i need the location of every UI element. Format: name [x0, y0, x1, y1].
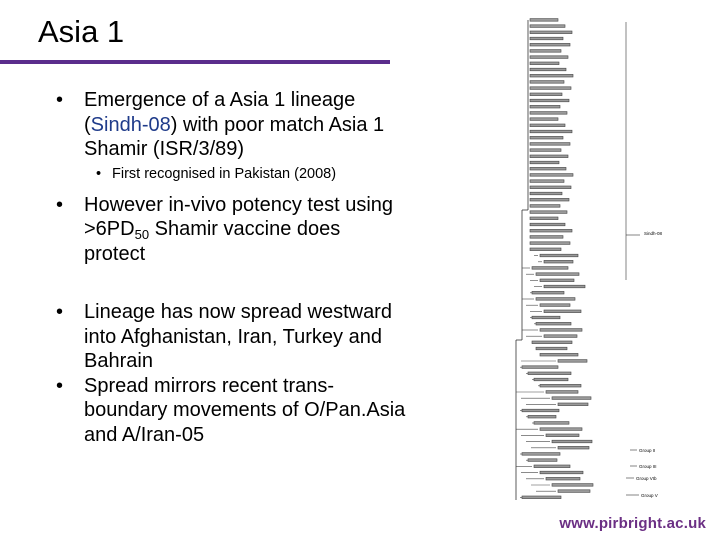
tree-leaf-label — [530, 118, 558, 121]
title-underline — [0, 60, 390, 64]
bullet-list — [56, 88, 476, 447]
tree-leaf-label — [544, 260, 573, 263]
bullet-1-line-1: Emergence of a Asia 1 lineage — [84, 89, 356, 111]
tree-leaf-label — [530, 143, 570, 146]
tree-leaf-label — [530, 74, 573, 77]
tree-leaf-label — [530, 155, 568, 158]
slide-title: Asia 1 — [38, 14, 125, 49]
tree-leaf-label — [544, 285, 585, 288]
tree-leaf-label — [530, 37, 563, 40]
tree-leaf-label — [544, 335, 577, 338]
tree-leaf-label — [530, 56, 568, 59]
bullet-3-line-3: Bahrain — [84, 350, 153, 372]
pd50-subscript: 50 — [134, 227, 150, 242]
tree-leaf-label — [530, 217, 558, 220]
bullet-3 — [56, 300, 476, 374]
tree-leaf-label — [522, 496, 561, 499]
bullet-dot: • — [96, 165, 102, 182]
tree-leaf-label — [530, 68, 566, 71]
tree-leaf-label — [530, 242, 570, 245]
tree-leaf-label — [546, 391, 578, 394]
tree-leaf-label — [540, 471, 583, 474]
bullet-dot: • — [56, 193, 64, 216]
tree-leaf-label — [530, 19, 558, 22]
tree-leaf-label — [528, 415, 556, 418]
tree-leaf-label — [530, 136, 563, 139]
bullet-2-line-3: protect — [84, 242, 146, 265]
tree-leaf-label — [530, 186, 571, 189]
tree-leaf-label — [546, 434, 579, 437]
tree-leaf-label — [530, 223, 565, 226]
tree-leaf-label — [530, 87, 571, 90]
tree-leaf-label — [530, 174, 573, 177]
phylogenetic-tree — [508, 10, 680, 520]
tree-leaf-label — [530, 25, 565, 28]
tree-leaf-label — [530, 130, 572, 133]
tree-leaf-label — [530, 124, 565, 127]
tree-leaf-label — [552, 440, 592, 443]
tree-leaf-label — [544, 310, 581, 313]
bullet-3-line-2: into Afghanistan, Iran, Turkey and — [84, 325, 382, 348]
tree-leaf-label — [530, 50, 561, 53]
tree-leaf-label — [530, 236, 563, 239]
website-footer: www.pirbright.ac.uk — [559, 515, 706, 532]
bullet-dot: • — [56, 301, 64, 323]
tree-leaf-label — [530, 93, 562, 96]
bullet-4 — [56, 374, 476, 448]
sub-bullet-1 — [56, 165, 476, 183]
tree-leaf-label — [530, 229, 572, 232]
group-label-ii: Group II — [639, 448, 656, 453]
tree-leaf-label — [552, 397, 591, 400]
tree-leaf-label — [558, 360, 587, 363]
tree-leaf-label — [530, 167, 566, 170]
group-label-v: Group V — [641, 493, 658, 498]
tree-leaf-label — [540, 329, 582, 332]
tree-leaf-label — [534, 422, 569, 425]
tree-leaf-label — [536, 298, 575, 301]
bullet-3-line-1: Lineage has now spread westward — [84, 301, 392, 323]
tree-leaf-label — [530, 62, 559, 65]
tree-leaf-label — [532, 291, 564, 294]
tree-leaf-label — [536, 322, 571, 325]
bullet-1-line-2: ) with poor match Asia 1 — [170, 113, 385, 136]
tree-leaf-label — [558, 446, 589, 449]
tree-leaf-label — [558, 490, 590, 493]
tree-leaf-label — [540, 254, 578, 257]
tree-leaf-label — [530, 248, 561, 251]
tree-leaf-label — [530, 81, 564, 84]
tree-leaf-label — [528, 372, 571, 375]
tree-leaf-label — [530, 99, 569, 102]
tree-leaf-label — [540, 279, 574, 282]
tree-leaf-label — [532, 316, 560, 319]
tree-leaf-label — [530, 205, 560, 208]
tree-leaf-label — [522, 409, 559, 412]
tree-leaf-label — [530, 198, 569, 201]
tree-leaf-label — [530, 43, 570, 46]
tree-leaf-label — [534, 378, 568, 381]
bullet-4-line-2: boundary movements of O/Pan.Asia — [84, 399, 406, 421]
bullet-1 — [56, 88, 476, 162]
tree-leaf-label — [530, 161, 559, 164]
tree-leaf-label — [532, 341, 572, 344]
sindh-08-highlight: Sindh-08 — [90, 113, 171, 136]
tree-leaf-label — [540, 304, 570, 307]
tree-leaf-label — [522, 366, 558, 369]
tree-leaf-label — [540, 428, 582, 431]
sub-bullet-1-text: First recognised in Pakistan (2008) — [112, 165, 337, 182]
tree-leaf-label — [530, 180, 564, 183]
bullet-dot: • — [56, 374, 64, 397]
tree-leaf-label — [530, 31, 572, 34]
tree-leaf-label — [558, 403, 588, 406]
bullet-4-line-1: Spread mirrors recent trans- — [84, 374, 335, 397]
bullet-2 — [56, 193, 476, 267]
tree-leaf-label — [540, 384, 581, 387]
tree-leaf-label — [536, 273, 579, 276]
tree-leaf-label — [530, 149, 561, 152]
tree-leaf-label — [530, 112, 567, 115]
bullet-2-line-1: However in-vivo potency test using — [84, 193, 394, 216]
tree-leaf-label — [546, 477, 580, 480]
tree-leaf-label — [522, 453, 560, 456]
bullet-1-line-3: Shamir (ISR/3/89) — [84, 138, 245, 160]
tree-leaf-label — [530, 105, 560, 108]
bullet-1-paren: ( — [84, 113, 91, 136]
tree-leaf-label — [534, 465, 570, 468]
tree-leaf-label — [528, 459, 557, 462]
tree-leaf-label — [552, 484, 593, 487]
tree-leaf-label — [540, 353, 578, 356]
bullet-dot: • — [56, 89, 64, 111]
group-label-vib: Group VIb — [636, 476, 657, 481]
tree-leaf-label — [530, 211, 567, 214]
group-label-iii: Group III — [639, 464, 657, 469]
tree-leaf-label — [530, 192, 562, 195]
bullet-2-post: Shamir vaccine does — [149, 218, 341, 240]
clade-label-sindh: Sindh-08 — [644, 231, 663, 236]
tree-leaf-label — [532, 267, 568, 270]
bullet-2-pre: >6PD — [84, 218, 135, 240]
tree-leaf-label — [536, 347, 567, 350]
bullet-4-line-3: and A/Iran-05 — [84, 423, 205, 446]
